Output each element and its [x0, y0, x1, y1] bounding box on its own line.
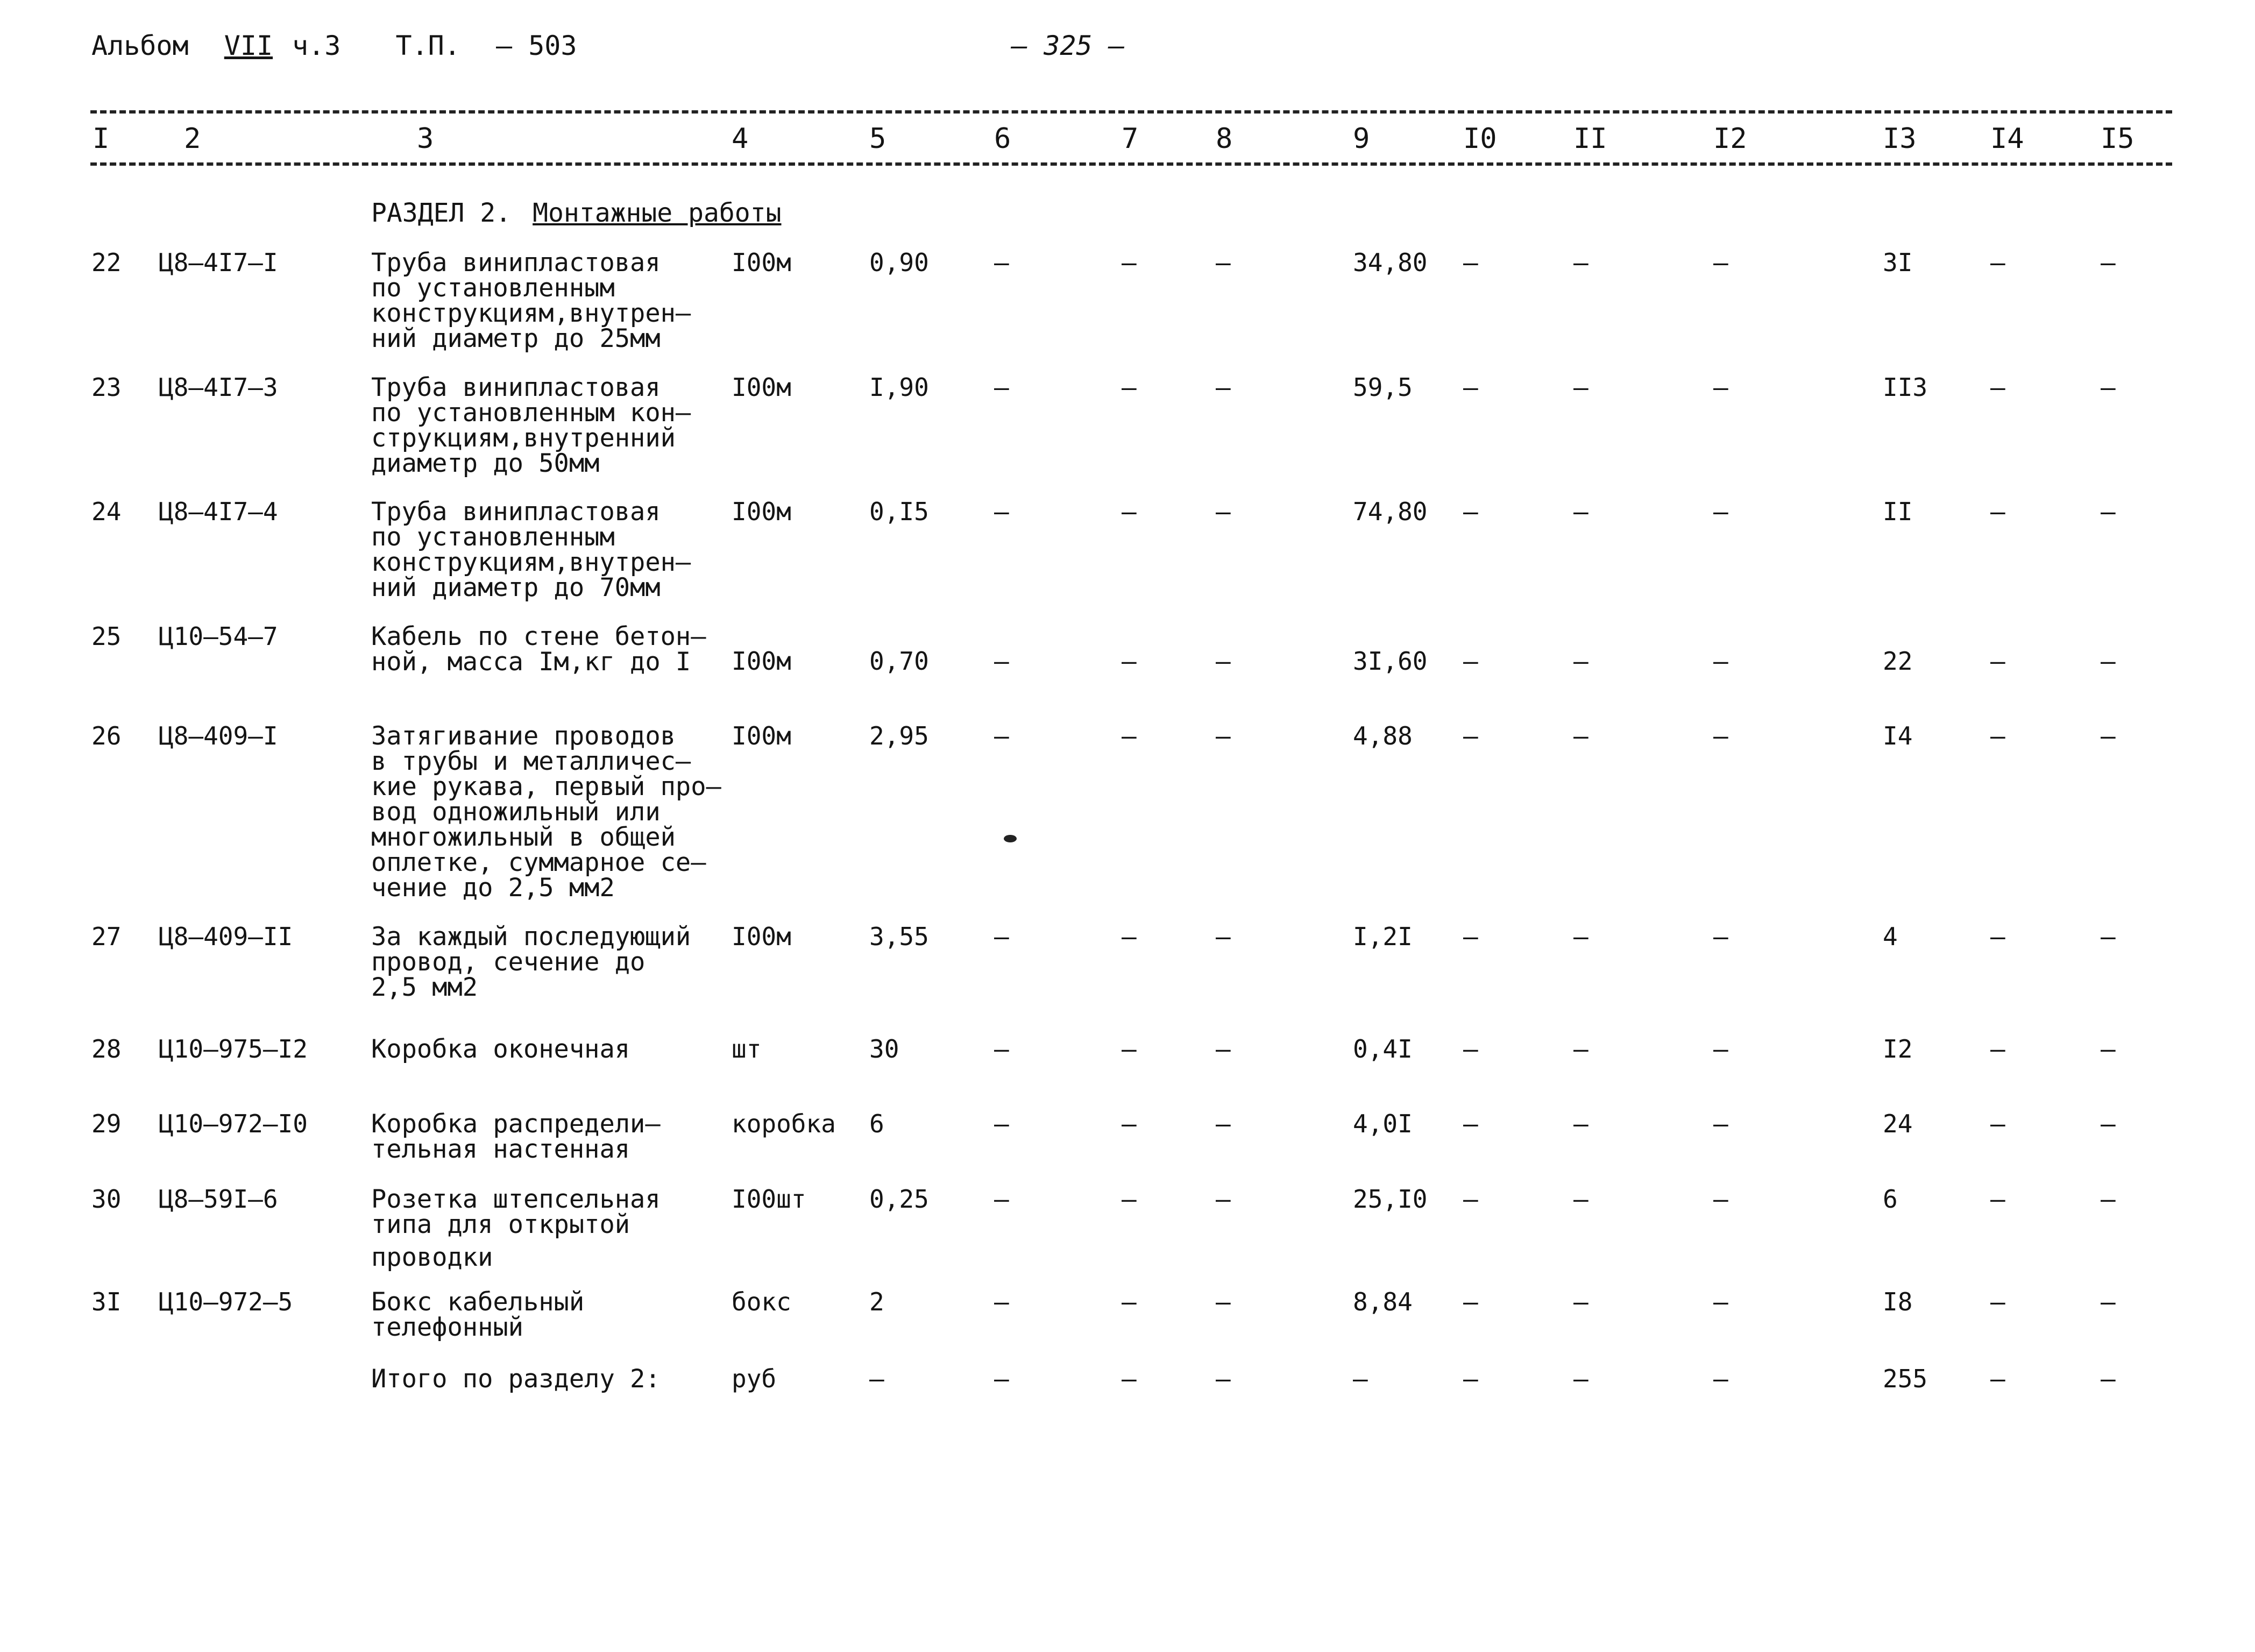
row-cell: –: [1216, 1185, 1231, 1214]
row-cell: –: [994, 1185, 1009, 1214]
row-code: Ц10–972–5: [159, 1287, 293, 1316]
row-code: Ц8–409–I: [159, 721, 278, 750]
row-code: Ц10–972–I0: [159, 1109, 308, 1138]
row-number: 24: [91, 497, 122, 526]
row-cell: –: [1122, 373, 1137, 402]
row-cell: –: [1713, 721, 1728, 750]
row-description: Коробка оконечная: [371, 1034, 630, 1064]
row-cell: –: [1122, 1109, 1137, 1138]
row-cell: –: [1990, 248, 2005, 277]
column-number: 2: [184, 123, 201, 155]
row-unit: I00м: [732, 922, 791, 951]
column-number: I2: [1713, 123, 1747, 155]
row-code: Ц10–54–7: [159, 622, 278, 651]
section-title: [371, 200, 781, 226]
row-description: Труба винипластовая по установленным конструкциям,внутрен– ний диаметр до 70мм: [371, 497, 691, 602]
row-cell: –: [1713, 248, 1728, 277]
row-cell: –: [1713, 1034, 1728, 1063]
page-header: [91, 32, 597, 59]
row-description: Розетка штепсельная типа для открытой проводки: [371, 1185, 661, 1272]
row-code: Ц8–59I–6: [159, 1185, 278, 1214]
row-cell: 4,0I: [1353, 1109, 1413, 1138]
row-cell: –: [1216, 1034, 1231, 1063]
row-cell: –: [1463, 1185, 1478, 1214]
row-cell: –: [1990, 647, 2005, 676]
row-quantity: I,90: [869, 373, 929, 402]
row-cell: –: [2101, 373, 2116, 402]
row-description: Труба винипластовая по установленным конструкциям,внутрен– ний диаметр до 25мм: [371, 248, 691, 353]
tp-number: – 503: [496, 30, 577, 61]
total-cell: –: [1463, 1364, 1478, 1393]
row-cell: –: [1216, 248, 1231, 277]
row-cell: –: [1573, 721, 1589, 750]
row-cell: –: [1713, 1109, 1728, 1138]
row-description: Бокс кабельный телефонный: [371, 1287, 585, 1342]
row-cell: –: [1122, 721, 1137, 750]
row-cell: –: [1463, 1034, 1478, 1063]
row-cell: –: [1216, 373, 1231, 402]
column-number: 3: [417, 123, 434, 155]
row-code: Ц8–409–II: [159, 922, 293, 951]
row-cell: –: [994, 1034, 1009, 1063]
row-quantity: 2: [869, 1287, 884, 1316]
row-cell: –: [1463, 647, 1478, 676]
row-cell: 3I: [1883, 248, 1913, 277]
row-quantity: 0,25: [869, 1185, 929, 1214]
row-cell: –: [1463, 373, 1478, 402]
row-unit: I00м: [732, 647, 791, 676]
row-cell: –: [1216, 1109, 1231, 1138]
row-cell: –: [1216, 721, 1231, 750]
row-cell: –: [1573, 248, 1589, 277]
row-unit: I00м: [732, 721, 791, 750]
row-cell: –: [994, 922, 1009, 951]
row-cell: –: [2101, 1185, 2116, 1214]
row-cell: –: [994, 721, 1009, 750]
row-cell: –: [2101, 647, 2116, 676]
column-number: 7: [1122, 123, 1139, 155]
total-cell: –: [2101, 1364, 2116, 1393]
row-cell: –: [1463, 1109, 1478, 1138]
row-cell: –: [1122, 922, 1137, 951]
total-cell: –: [1353, 1364, 1368, 1393]
total-cell: 255: [1883, 1364, 1928, 1393]
row-cell: –: [1463, 248, 1478, 277]
row-cell: –: [1573, 373, 1589, 402]
row-cell: –: [1990, 497, 2005, 526]
column-number: 9: [1353, 123, 1370, 155]
column-number: 6: [994, 123, 1011, 155]
row-cell: –: [2101, 922, 2116, 951]
row-cell: –: [1713, 1287, 1728, 1316]
row-unit: I00м: [732, 373, 791, 402]
row-cell: –: [2101, 1109, 2116, 1138]
total-cell: –: [1573, 1364, 1589, 1393]
row-cell: –: [1573, 647, 1589, 676]
row-cell: 59,5: [1353, 373, 1413, 402]
row-cell: –: [1216, 497, 1231, 526]
row-description: За каждый последующий провод, сечение до 2,5 мм2: [371, 922, 691, 1002]
section-label: РАЗДЕЛ 2.: [371, 198, 512, 228]
row-cell: –: [1713, 497, 1728, 526]
total-label: Итого по разделу 2:: [371, 1364, 661, 1394]
row-cell: –: [994, 1109, 1009, 1138]
row-cell: –: [1122, 248, 1137, 277]
row-unit: I00м: [732, 248, 791, 277]
row-cell: 22: [1883, 647, 1913, 676]
row-cell: –: [1990, 1287, 2005, 1316]
row-cell: –: [1573, 1287, 1589, 1316]
row-cell: 24: [1883, 1109, 1913, 1138]
row-cell: –: [1990, 721, 2005, 750]
row-cell: –: [1122, 497, 1137, 526]
row-cell: –: [1122, 647, 1137, 676]
row-cell: –: [1713, 1185, 1728, 1214]
row-cell: –: [1990, 1034, 2005, 1063]
row-cell: II3: [1883, 373, 1928, 402]
total-cell: –: [1990, 1364, 2005, 1393]
header-divider-bottom: [90, 162, 2172, 166]
row-description: Кабель по стене бетон– ной, масса Iм,кг до I: [371, 622, 706, 677]
row-number: 22: [91, 248, 122, 277]
row-cell: –: [2101, 497, 2116, 526]
column-number: I: [93, 123, 110, 155]
row-cell: –: [1216, 1287, 1231, 1316]
row-quantity: 3,55: [869, 922, 929, 951]
row-number: 23: [91, 373, 122, 402]
row-cell: –: [1990, 1185, 2005, 1214]
row-cell: –: [1573, 922, 1589, 951]
column-number: I4: [1990, 123, 2024, 155]
column-number: 5: [869, 123, 887, 155]
row-code: Ц8–4I7–3: [159, 373, 278, 402]
album-label: Альбом VII ч.3: [91, 30, 341, 61]
row-cell: 34,80: [1353, 248, 1428, 277]
row-cell: –: [994, 647, 1009, 676]
row-cell: II: [1883, 497, 1913, 526]
row-cell: –: [994, 497, 1009, 526]
row-code: Ц10–975–I2: [159, 1034, 308, 1063]
row-cell: 4,88: [1353, 721, 1413, 750]
page-number: – 325 –: [1011, 30, 1125, 61]
row-cell: 6: [1883, 1185, 1898, 1214]
total-cell: –: [1216, 1364, 1231, 1393]
row-quantity: 6: [869, 1109, 884, 1138]
row-description: Затягивание проводов в трубы и металличес– кие рукава, первый про– вод одножильный или многожильный в общей оплетке, суммарное се– чение до 2,5 мм2: [371, 721, 721, 903]
header-divider-top: [90, 110, 2172, 114]
total-quantity: –: [869, 1364, 884, 1393]
row-cell: –: [1463, 1287, 1478, 1316]
row-unit: коробка: [732, 1109, 836, 1138]
row-cell: –: [1122, 1287, 1137, 1316]
row-cell: –: [2101, 248, 2116, 277]
row-cell: –: [1122, 1034, 1137, 1063]
row-cell: –: [1573, 1034, 1589, 1063]
row-cell: –: [1216, 647, 1231, 676]
column-number: I0: [1463, 123, 1497, 155]
column-number: I3: [1883, 123, 1917, 155]
row-cell: –: [1122, 1185, 1137, 1214]
column-number: 4: [732, 123, 749, 155]
row-cell: –: [1463, 922, 1478, 951]
row-number: 25: [91, 622, 122, 651]
row-cell: –: [1216, 922, 1231, 951]
total-cell: –: [994, 1364, 1009, 1393]
row-cell: –: [994, 1287, 1009, 1316]
row-cell: –: [1990, 922, 2005, 951]
row-number: 29: [91, 1109, 122, 1138]
row-cell: –: [1713, 373, 1728, 402]
row-cell: I,2I: [1353, 922, 1413, 951]
row-number: 3I: [91, 1287, 122, 1316]
row-quantity: 0,70: [869, 647, 929, 676]
row-number: 28: [91, 1034, 122, 1063]
row-number: 26: [91, 721, 122, 750]
row-cell: 4: [1883, 922, 1898, 951]
row-cell: –: [1573, 1109, 1589, 1138]
row-cell: 3I,60: [1353, 647, 1428, 676]
row-code: Ц8–4I7–4: [159, 497, 278, 526]
row-cell: –: [994, 248, 1009, 277]
row-cell: 0,4I: [1353, 1034, 1413, 1063]
total-cell: –: [1122, 1364, 1137, 1393]
row-cell: –: [1713, 647, 1728, 676]
row-cell: I2: [1883, 1034, 1913, 1063]
row-cell: –: [2101, 1034, 2116, 1063]
section-name: Монтажные работы: [533, 198, 782, 228]
stray-mark: [1004, 835, 1017, 842]
row-cell: –: [1573, 497, 1589, 526]
row-cell: 74,80: [1353, 497, 1428, 526]
row-code: Ц8–4I7–I: [159, 248, 278, 277]
row-unit: шт: [732, 1034, 762, 1063]
row-cell: I8: [1883, 1287, 1913, 1316]
row-unit: I00шт: [732, 1185, 806, 1214]
row-cell: –: [1990, 1109, 2005, 1138]
row-cell: –: [2101, 1287, 2116, 1316]
total-unit: руб: [732, 1364, 777, 1393]
row-cell: –: [1573, 1185, 1589, 1214]
row-cell: –: [994, 373, 1009, 402]
column-number: 8: [1216, 123, 1233, 155]
row-cell: 25,I0: [1353, 1185, 1428, 1214]
row-number: 27: [91, 922, 122, 951]
row-cell: –: [1463, 497, 1478, 526]
row-description: Труба винипластовая по установленным кон– струкциям,внутренний диаметр до 50мм: [371, 373, 691, 478]
row-quantity: 0,I5: [869, 497, 929, 526]
row-cell: –: [1463, 721, 1478, 750]
row-unit: I00м: [732, 497, 791, 526]
row-cell: I4: [1883, 721, 1913, 750]
row-cell: –: [1990, 373, 2005, 402]
column-number: I5: [2101, 123, 2135, 155]
row-number: 30: [91, 1185, 122, 1214]
row-quantity: 0,90: [869, 248, 929, 277]
row-cell: –: [2101, 721, 2116, 750]
row-quantity: 2,95: [869, 721, 929, 750]
row-description: Коробка распредели– тельная настенная: [371, 1109, 661, 1164]
row-unit: бокс: [732, 1287, 791, 1316]
tp-label: Т.П.: [395, 30, 460, 61]
row-cell: –: [1713, 922, 1728, 951]
row-cell: 8,84: [1353, 1287, 1413, 1316]
row-quantity: 30: [869, 1034, 899, 1063]
total-cell: –: [1713, 1364, 1728, 1393]
column-number: II: [1573, 123, 1607, 155]
